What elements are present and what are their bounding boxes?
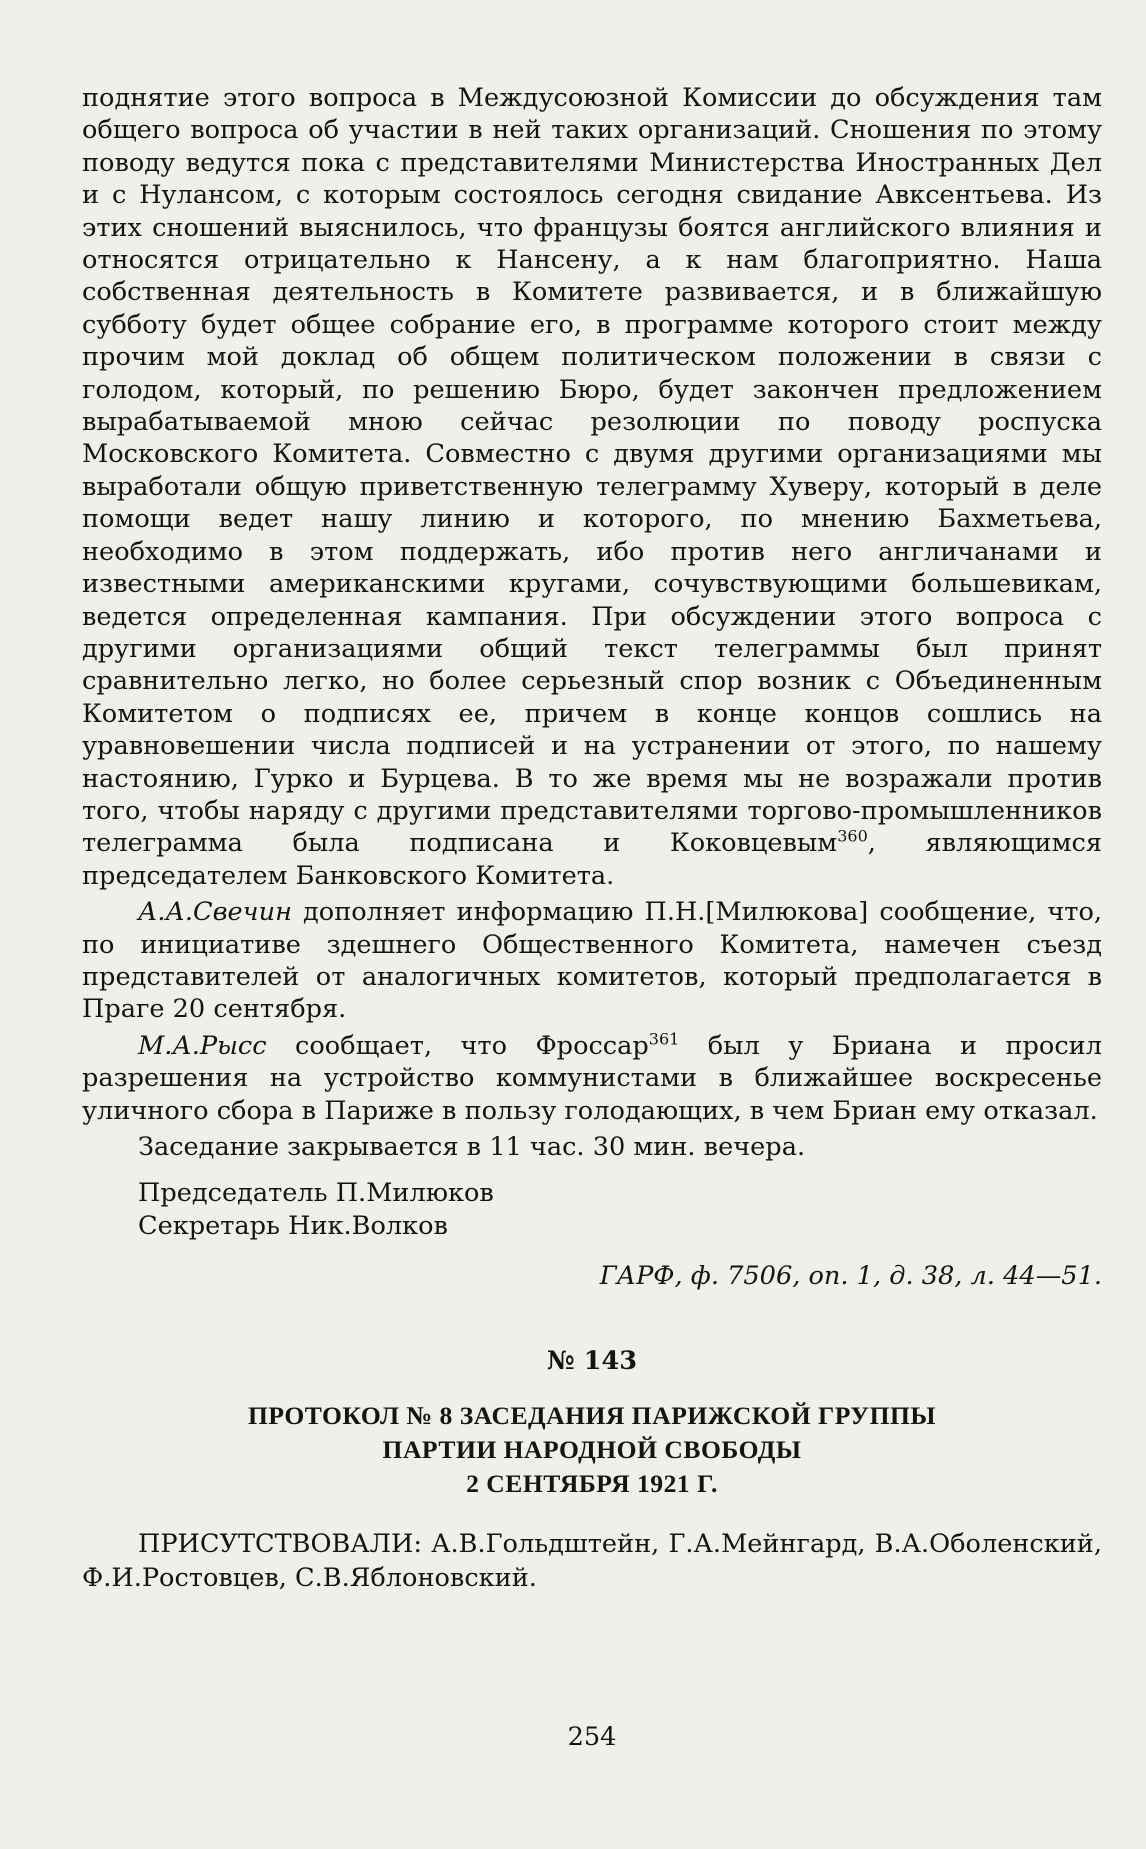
page-number: 254	[567, 1722, 617, 1752]
title-line-2: ПАРТИИ НАРОДНОЙ СВОБОДЫ	[382, 1434, 802, 1464]
footnote-ref-360[interactable]: 360	[837, 826, 868, 846]
paragraph-text-end: был у Бриана и просил разрешения на устройство коммунистами в ближайшее воскресенье уличного сбора в Париже в пользу голодающих, в чем Бриан ему отказал.	[82, 1030, 1102, 1126]
paragraph-text: поднятие этого вопроса в Междусоюзной Комиссии до обсуждения там общего вопроса об участии в ней таких организаций. Сношения по этому поводу ведутся пока с представителями Министерства Иностранных Дел и с Нулансом, с которым состоялось сегодня свидание Авксентьева. Из этих сношений выяснилось, что французы боятся английского влияния и относятся отрицательно к Нансену, а к нам благоприятно. Наша собственная деятельность в Комитете развивается, и в ближайшую субботу будет общее собрание его, в программе которого стоит между прочим мой доклад об общем политическом положении в связи с голодом, который, по решению Бюро, будет закончен предложением вырабатываемой мною сейчас резолюции по поводу роспуска Московского Комитета. Совместно с двумя другими организациями мы выработали общую приветственную телеграмму Хуверу, который в деле помощи ведет нашу линию и которого, по мнению Бахметьева, необходимо в этом поддержать, ибо против него англичанами и известными американскими кругами, сочувствующими большевикам, ведется определенная кампания. При обсуждении этого вопроса с другими организациями общий текст телеграммы был принят сравнительно легко, но более серьезный спор возник с Объединенным Комитетом о подписях ее, причем в конце концов сошлись на уравновешении числа подписей и на устранении от этого, по нашему настоянию, Гурко и Бурцева. В то же время мы не возражали против того, чтобы наряду с другими представителями торгово-промышленников телеграмма была подписана и Коковцевым	[82, 83, 1102, 859]
document-title	[82, 1399, 1102, 1501]
attendees: ПРИСУТСТВОВАЛИ: А.В.Гольдштейн, Г.А.Мейнгард, В.А.Оболенский, Ф.И.Ростовцев, С.В.Яблоновский.	[82, 1528, 1102, 1593]
footnote-ref-361[interactable]: 361	[648, 1029, 680, 1049]
speaker-name: М.А.Рысс	[138, 1030, 267, 1061]
signature-secretary: Секретарь Ник.Волков	[138, 1210, 448, 1241]
paragraph-main	[82, 82, 1102, 892]
paragraph-svechin	[82, 896, 1102, 1026]
paragraph-ryss	[82, 1030, 1102, 1127]
signature-chair: Председатель П.Милюков	[138, 1178, 494, 1209]
title-line-1: ПРОТОКОЛ № 8 ЗАСЕДАНИЯ ПАРИЖСКОЙ ГРУППЫ	[247, 1400, 937, 1430]
paragraph-text: сообщает, что Фроссар	[266, 1030, 649, 1061]
speaker-name: А.А.Свечин	[138, 897, 292, 928]
paragraph-closing: Заседание закрывается в 11 час. 30 мин. вечера.	[138, 1132, 806, 1162]
title-line-3: 2 СЕНТЯБРЯ 1921 Г.	[466, 1468, 718, 1498]
paragraph-text-end: , являющимся председателем Банковского Комитета.	[82, 828, 1102, 891]
archive-source: ГАРФ, ф. 7506, оп. 1, д. 38, л. 44—51.	[599, 1261, 1102, 1292]
document-page	[82, 82, 1102, 1822]
document-number: № 143	[546, 1345, 638, 1376]
paragraph-text: дополняет информацию П.Н.[Милюкова] сообщение, что, по инициативе здешнего Общественного Комитета, намечен съезд представителей от аналогичных комитетов, который предполагается в Праге 20 сентября.	[82, 897, 1102, 1025]
